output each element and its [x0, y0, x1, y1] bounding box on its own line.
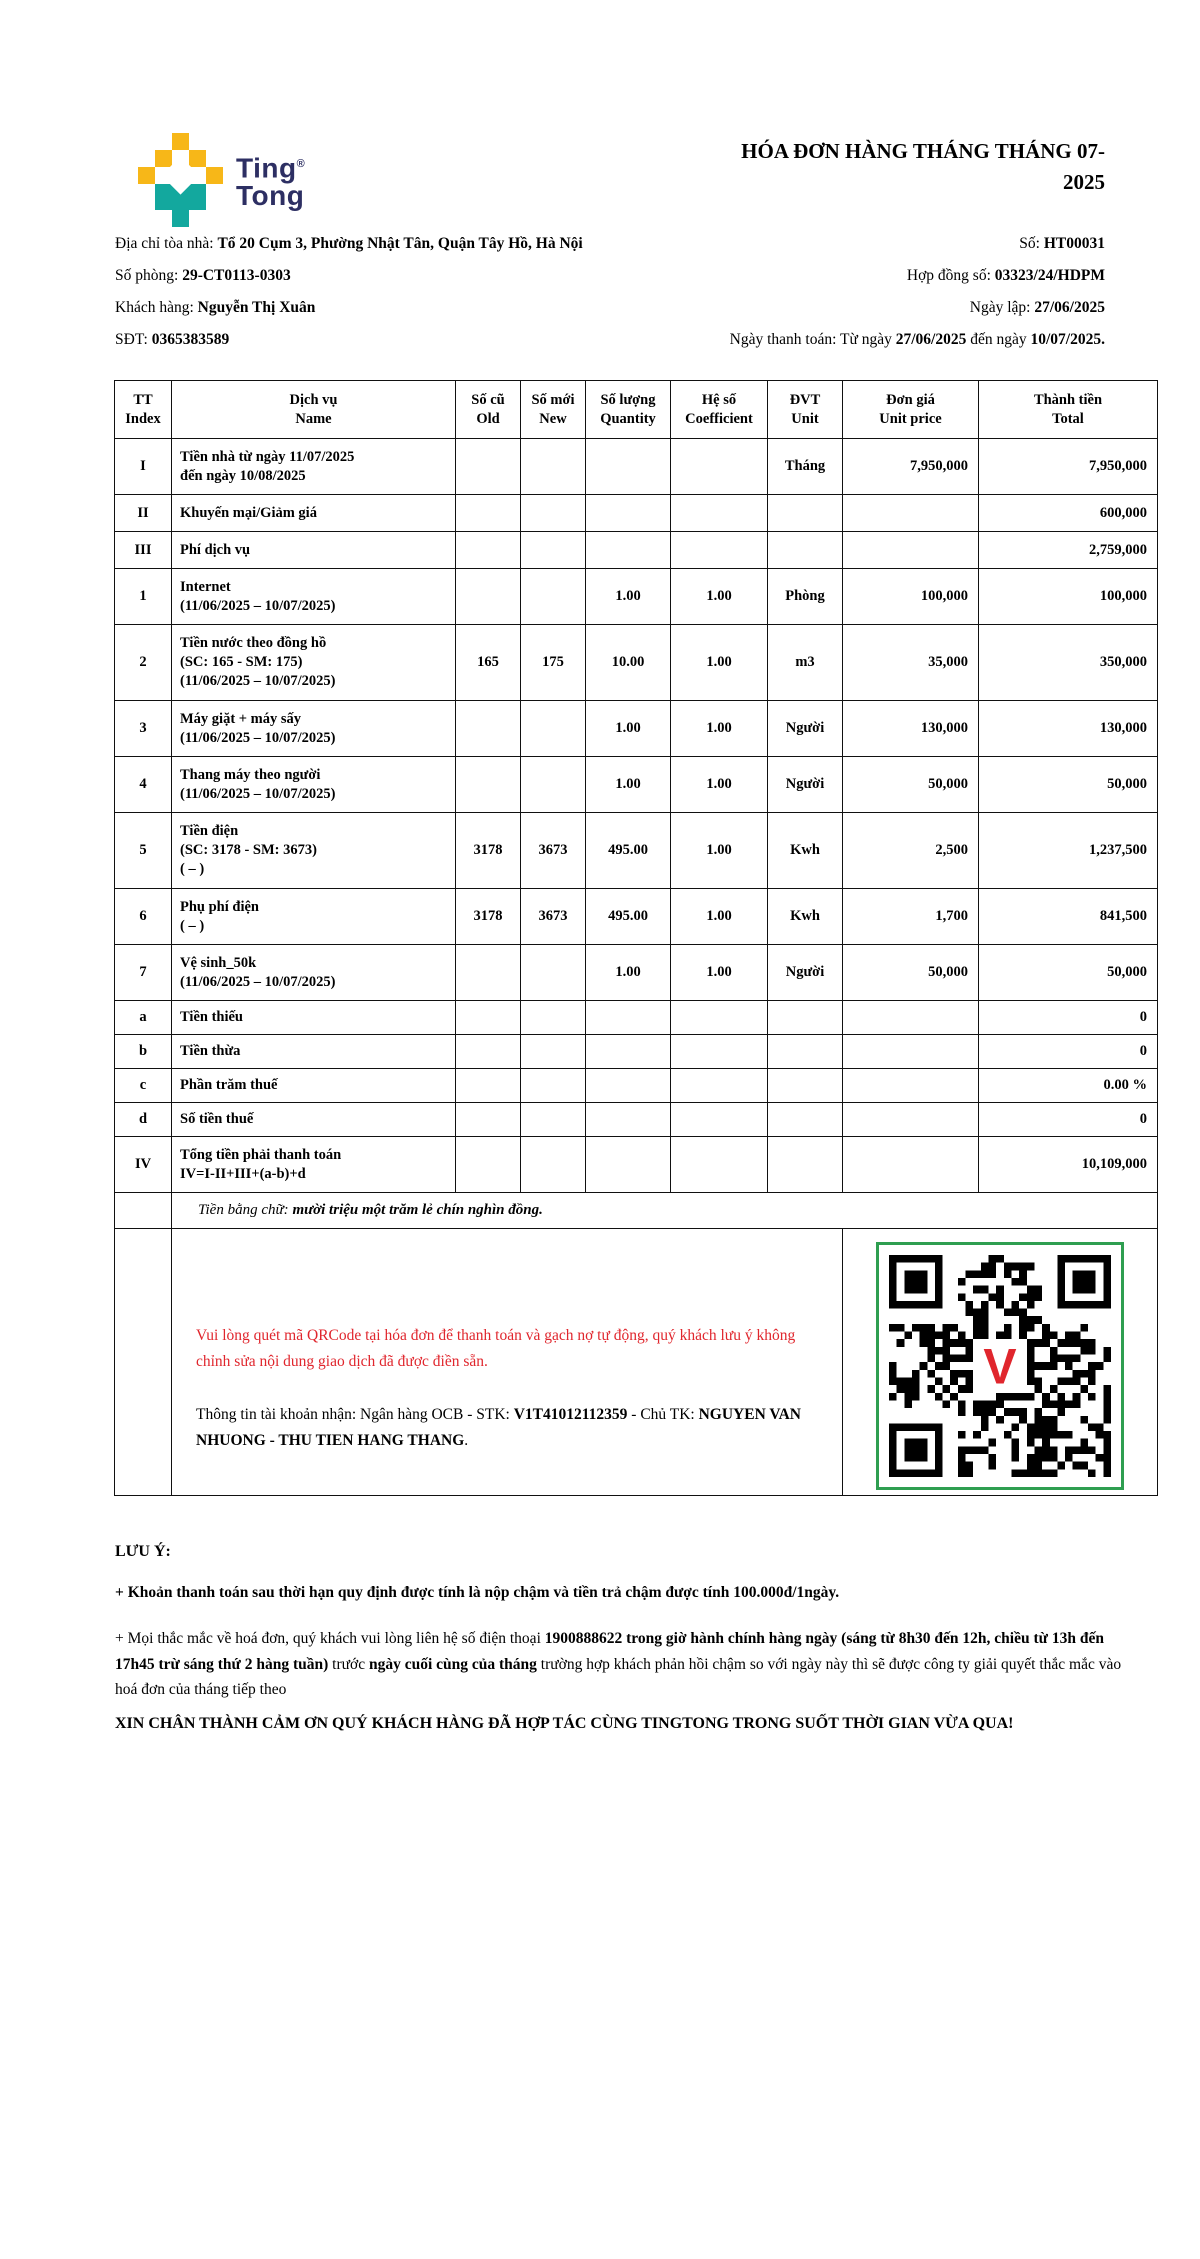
- qr-code-frame: [876, 1242, 1124, 1490]
- table-row: [115, 625, 1158, 701]
- cell-price: [843, 1137, 979, 1193]
- cell-old: [456, 701, 521, 757]
- cell-qty: 1.00: [586, 757, 671, 813]
- cell-price: 50,000: [843, 757, 979, 813]
- col-header-old: Số cũ Old: [456, 381, 521, 439]
- cell-new: [521, 1001, 586, 1035]
- table-row: [115, 439, 1158, 495]
- cell-unit: [768, 1069, 843, 1103]
- invoice-table: [114, 380, 1158, 1496]
- issue-date: Ngày lập: 27/06/2025: [969, 299, 1105, 316]
- cell-coef: 1.00: [671, 757, 768, 813]
- cell-tt: c: [115, 1069, 172, 1103]
- cell-name: Phụ phí điện ( – ): [172, 889, 456, 945]
- cell-new: [521, 439, 586, 495]
- cell-name: Tiền thiếu: [172, 1001, 456, 1035]
- cell-coef: [671, 1103, 768, 1137]
- invoice-table-body: [115, 439, 1158, 1193]
- cell-tt: b: [115, 1035, 172, 1069]
- cell-new: [521, 945, 586, 1001]
- cell-qty: [586, 495, 671, 532]
- cell-tt: 5: [115, 813, 172, 889]
- cell-name: Tiền nước theo đồng hồ (SC: 165 - SM: 175) (11/06/2025 – 10/07/2025): [172, 625, 456, 701]
- cell-coef: 1.00: [671, 945, 768, 1001]
- cell-coef: [671, 439, 768, 495]
- cell-old: [456, 1035, 521, 1069]
- cell-new: [521, 569, 586, 625]
- cell-name: Phí dịch vụ: [172, 532, 456, 569]
- cell-old: [456, 439, 521, 495]
- cell-unit: [768, 1035, 843, 1069]
- cell-price: 100,000: [843, 569, 979, 625]
- invoice-meta: [545, 228, 1105, 356]
- notes-heading: LƯU Ý:: [115, 1543, 171, 1560]
- cell-unit: [768, 1103, 843, 1137]
- account-info: Thông tin tài khoản nhận: Ngân hàng OCB - STK: V1T41012112359 - Chủ TK: NGUYEN VAN NHUONG - THU TIEN HANG THANG.: [196, 1405, 801, 1449]
- cell-new: [521, 1035, 586, 1069]
- cell-qty: [586, 1137, 671, 1193]
- cell-coef: 1.00: [671, 701, 768, 757]
- table-row: [115, 813, 1158, 889]
- cell-old: [456, 495, 521, 532]
- cell-new: [521, 532, 586, 569]
- cell-unit: [768, 495, 843, 532]
- cell-unit: Người: [768, 757, 843, 813]
- col-header-quantity: Số lượng Quantity: [586, 381, 671, 439]
- cell-tt: II: [115, 495, 172, 532]
- cell-name: Internet (11/06/2025 – 10/07/2025): [172, 569, 456, 625]
- table-row: [115, 1035, 1158, 1069]
- cell-coef: [671, 1069, 768, 1103]
- cell-unit: [768, 1137, 843, 1193]
- cell-new: [521, 757, 586, 813]
- cell-qty: 1.00: [586, 569, 671, 625]
- cell-name: Tiền thừa: [172, 1035, 456, 1069]
- cell-tt: I: [115, 439, 172, 495]
- cell-price: [843, 1001, 979, 1035]
- cell-name: Phần trăm thuế: [172, 1069, 456, 1103]
- cell-tt: 7: [115, 945, 172, 1001]
- amount-in-words-row: [115, 1193, 1158, 1229]
- cell-tt: 1: [115, 569, 172, 625]
- cell-total: 7,950,000: [979, 439, 1158, 495]
- cell-coef: [671, 495, 768, 532]
- cell-unit: Người: [768, 701, 843, 757]
- cell-coef: [671, 532, 768, 569]
- cell-name: Tiền điện (SC: 3178 - SM: 3673) ( – ): [172, 813, 456, 889]
- cell-unit: m3: [768, 625, 843, 701]
- cell-total: 10,109,000: [979, 1137, 1158, 1193]
- cell-new: [521, 1103, 586, 1137]
- payment-instructions: [172, 1229, 843, 1496]
- cell-coef: [671, 1035, 768, 1069]
- cell-coef: 1.00: [671, 813, 768, 889]
- cell-old: [456, 1137, 521, 1193]
- cell-price: [843, 1103, 979, 1137]
- cell-unit: Người: [768, 945, 843, 1001]
- cell-name: Tổng tiền phải thanh toán IV=I-II+III+(a-b)+d: [172, 1137, 456, 1193]
- qr-code-cell: [843, 1229, 1158, 1496]
- cell-name: Tiền nhà từ ngày 11/07/2025 đến ngày 10/08/2025: [172, 439, 456, 495]
- cell-qty: 495.00: [586, 889, 671, 945]
- qr-notice-text: Vui lòng quét mã QRCode tại hóa đơn để thanh toán và gạch nợ tự động, quý khách lưu ý không chỉnh sửa nội dung giao dịch đã được điền sẵn.: [196, 1326, 796, 1370]
- cell-qty: 1.00: [586, 945, 671, 1001]
- cell-unit: Kwh: [768, 813, 843, 889]
- thank-you-note: XIN CHÂN THÀNH CẢM ƠN QUÝ KHÁCH HÀNG ĐÃ HỢP TÁC CÙNG TINGTONG TRONG SUỐT THỜI GIAN VỪA QUA!: [115, 1715, 1014, 1732]
- cell-unit: Tháng: [768, 439, 843, 495]
- qr-payment-row: [115, 1229, 1158, 1496]
- cell-total: 350,000: [979, 625, 1158, 701]
- customer-name: Khách hàng: Nguyễn Thị Xuân: [115, 299, 316, 316]
- col-header-coefficient: Hệ số Coefficient: [671, 381, 768, 439]
- col-header-new: Số mới New: [521, 381, 586, 439]
- cell-qty: [586, 1035, 671, 1069]
- cell-qty: [586, 1103, 671, 1137]
- table-row: [115, 1137, 1158, 1193]
- cell-old: [456, 1103, 521, 1137]
- cell-old: [456, 945, 521, 1001]
- tingtong-logo-text: Ting® Tong: [236, 152, 306, 211]
- cell-old: 3178: [456, 889, 521, 945]
- cell-name: Thang máy theo người (11/06/2025 – 10/07/2025): [172, 757, 456, 813]
- table-row: [115, 945, 1158, 1001]
- table-row: [115, 701, 1158, 757]
- cell-new: 3673: [521, 813, 586, 889]
- cell-old: 3178: [456, 813, 521, 889]
- col-header-total: Thành tiền Total: [979, 381, 1158, 439]
- cell-coef: 1.00: [671, 625, 768, 701]
- cell-total: 2,759,000: [979, 532, 1158, 569]
- cell-price: 2,500: [843, 813, 979, 889]
- cell-old: 165: [456, 625, 521, 701]
- cell-coef: [671, 1137, 768, 1193]
- payment-date: Ngày thanh toán: Từ ngày 27/06/2025 đến ngày 10/07/2025.: [729, 331, 1105, 348]
- cell-qty: [586, 439, 671, 495]
- cell-coef: 1.00: [671, 569, 768, 625]
- cell-total: 50,000: [979, 757, 1158, 813]
- customer-phone: SĐT: 0365383589: [115, 331, 230, 348]
- cell-qty: 495.00: [586, 813, 671, 889]
- building-info: [115, 228, 597, 356]
- cell-new: 3673: [521, 889, 586, 945]
- cell-total: 130,000: [979, 701, 1158, 757]
- cell-price: [843, 532, 979, 569]
- cell-price: 7,950,000: [843, 439, 979, 495]
- invoice-table-head: [115, 381, 1158, 439]
- cell-tt: 6: [115, 889, 172, 945]
- cell-price: [843, 495, 979, 532]
- cell-total: 50,000: [979, 945, 1158, 1001]
- building-address: Địa chỉ tòa nhà: Tổ 20 Cụm 3, Phường Nhật Tân, Quận Tây Hồ, Hà Nội: [115, 235, 583, 252]
- table-row: [115, 1001, 1158, 1035]
- tingtong-logo: [138, 130, 438, 230]
- col-header-unit-price: Đơn giá Unit price: [843, 381, 979, 439]
- tingtong-logo-icon: [138, 133, 224, 227]
- table-row: [115, 569, 1158, 625]
- cell-tt: d: [115, 1103, 172, 1137]
- cell-qty: [586, 1001, 671, 1035]
- cell-name: Số tiền thuế: [172, 1103, 456, 1137]
- table-row: [115, 889, 1158, 945]
- cell-tt: IV: [115, 1137, 172, 1193]
- cell-unit: [768, 532, 843, 569]
- cell-unit: [768, 1001, 843, 1035]
- amount-in-words: Tiền bằng chữ: mười triệu một trăm lẻ chín nghìn đồng.: [172, 1193, 1158, 1229]
- invoice-title: HÓA ĐƠN HÀNG THÁNG THÁNG 07- 2025: [741, 139, 1105, 194]
- table-header-row: [115, 381, 1158, 439]
- cell-name: Vệ sinh_50k (11/06/2025 – 10/07/2025): [172, 945, 456, 1001]
- cell-new: [521, 1137, 586, 1193]
- late-payment-note: + Khoản thanh toán sau thời hạn quy định được tính là nộp chậm và tiền trả chậm được tính 100.000đ/1ngày.: [115, 1584, 840, 1601]
- cell-coef: 1.00: [671, 889, 768, 945]
- table-row: [115, 1069, 1158, 1103]
- room-number: Số phòng: 29-CT0113-0303: [115, 267, 291, 284]
- table-row: [115, 757, 1158, 813]
- table-row: [115, 532, 1158, 569]
- cell-coef: [671, 1001, 768, 1035]
- contract-number: Hợp đồng số: 03323/24/HDPM: [906, 267, 1105, 284]
- cell-total: 841,500: [979, 889, 1158, 945]
- table-row: [115, 495, 1158, 532]
- cell-total: 600,000: [979, 495, 1158, 532]
- cell-tt: 4: [115, 757, 172, 813]
- cell-unit: Phòng: [768, 569, 843, 625]
- cell-total: 1,237,500: [979, 813, 1158, 889]
- cell-empty: [115, 1229, 172, 1496]
- hotline-note: + Mọi thắc mắc về hoá đơn, quý khách vui lòng liên hệ số điện thoại 1900888622 trong giờ hành chính hàng ngày (sáng từ 8h30 đến 12h, chiều từ 13h đến 17h45 trừ sáng thứ 2 hàng tuần) trước ngày cuối cùng của tháng trường hợp khách phản hồi chậm so với ngày này thì sẽ được công ty giải quyết thắc mắc vào hoá đơn của tháng tiếp theo: [115, 1630, 1122, 1698]
- cell-qty: 10.00: [586, 625, 671, 701]
- cell-price: 130,000: [843, 701, 979, 757]
- cell-old: [456, 569, 521, 625]
- invoice-number: Số: HT00031: [1019, 235, 1105, 252]
- cell-total: 100,000: [979, 569, 1158, 625]
- cell-qty: [586, 532, 671, 569]
- cell-old: [456, 1001, 521, 1035]
- cell-name: Khuyến mại/Giảm giá: [172, 495, 456, 532]
- cell-tt: 3: [115, 701, 172, 757]
- cell-price: 50,000: [843, 945, 979, 1001]
- cell-qty: [586, 1069, 671, 1103]
- cell-price: 35,000: [843, 625, 979, 701]
- cell-total: 0.00 %: [979, 1069, 1158, 1103]
- cell-total: 0: [979, 1001, 1158, 1035]
- cell-tt: 2: [115, 625, 172, 701]
- cell-tt: a: [115, 1001, 172, 1035]
- cell-qty: 1.00: [586, 701, 671, 757]
- invoice-table-foot: [115, 1193, 1158, 1496]
- cell-total: 0: [979, 1103, 1158, 1137]
- qr-code: [889, 1255, 1111, 1477]
- cell-tt: III: [115, 532, 172, 569]
- cell-old: [456, 532, 521, 569]
- cell-unit: Kwh: [768, 889, 843, 945]
- cell-price: 1,700: [843, 889, 979, 945]
- cell-new: [521, 1069, 586, 1103]
- cell-new: [521, 701, 586, 757]
- svg-text:V: V: [983, 1338, 1017, 1395]
- cell-new: 175: [521, 625, 586, 701]
- cell-name: Máy giặt + máy sấy (11/06/2025 – 10/07/2025): [172, 701, 456, 757]
- cell-empty: [115, 1193, 172, 1229]
- cell-new: [521, 495, 586, 532]
- cell-old: [456, 1069, 521, 1103]
- table-row: [115, 1103, 1158, 1137]
- cell-total: 0: [979, 1035, 1158, 1069]
- cell-price: [843, 1035, 979, 1069]
- cell-price: [843, 1069, 979, 1103]
- cell-old: [456, 757, 521, 813]
- col-header-unit: ĐVT Unit: [768, 381, 843, 439]
- col-header-name: Dịch vụ Name: [172, 381, 456, 439]
- col-header-tt: TT Index: [115, 381, 172, 439]
